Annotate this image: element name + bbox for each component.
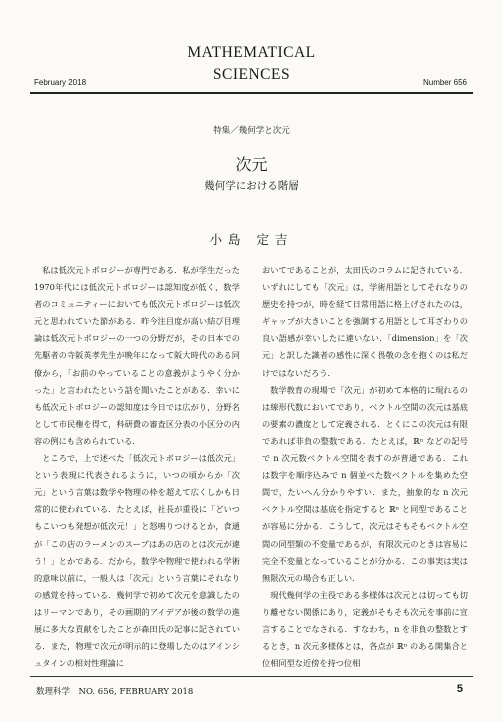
series-label: 特集／幾何学と次元 [213, 126, 290, 136]
masthead-rule [30, 92, 473, 94]
masthead [0, 0, 503, 92]
footer-journal: 数理科学 NO. 656, FEBRUARY 2018 [36, 687, 194, 697]
magazine-title-line2: SCIENCES [212, 66, 291, 83]
paragraph: 数学教育の現場で「次元」が初めて本格的に現れるのは線形代数においてであり，ベクトル空間の次元は基底の要素の濃度として定義される．とくにこの次元は有限であれば非負の整数である．たとえば，ℝⁿ などの記号で n 次元数ベクトル空間を表すのが普通である．これは数字を順序込みで n 個並べた数ベクトルを集めた空間で，たいへん分かりやすい．また，抽象的な n 次元ベクトル空間は基底を指定すると ℝⁿ と同型であることが容易に分かる．こうして，次元はそもそもベクトル空間の同型類の不変量であるが，有限次元のときは容易に完全不変量となっていることが分かる．この事実は実は無限次元の場合も正しい． [262, 384, 468, 583]
page-number: 5 [456, 683, 463, 695]
left-column [34, 262, 240, 672]
magazine-title: MATHEMATICAL [187, 44, 316, 61]
author-name: 小島 定吉 [209, 232, 294, 247]
article-title: 次元 [235, 155, 268, 174]
paragraph: 私は低次元トポロジーが専門である．私が学生だった1970年代には低次元トポロジーは認知度が低く，数学者のコミュニティーにおいても低次元トポロジーは低次元と思われていた節がある．昨今注目度が高い結び目理論は低次元トポロジーの一つの分野だが，その日本での先駆者の寺阪英孝先生が晩年になって阪大時代のある同僚から，「お前のやっていることの意義がようやく分かった」と言われたという話を聞いたことがある．幸いにも低次元トポロジーの認知度は今日では広がり，分野名として市民権を得て，科研費の審査区分表の小区分の内容の例にも含められている． [34, 265, 240, 446]
right-column [262, 262, 468, 672]
paragraph: ところで，上で述べた「低次元トポロジーは低次元」という表現に代表されるように，いつの頃からか「次元」という言葉は数学や物理の枠を超えて広くしかも日常的に使われている．たとえば，社長が重役に「どいつもこいつも発想が低次元！」と怒鳴りつけるとか，食通が「この店のラーメンのスープはあの店のとは次元が違う！」とかである．だから，数学や物理で使われる学術的意味以前に，一般人は「次元」という言葉にそれなりの感覚を持っている．幾何学で初めて次元を意識したのはリーマンであり，その画期的アイデアが後の数学の進展に多大な貢献をしたことが森田氏の記事に記されている．また，物理で次元が明示的に登場したのはアインシュタインの相対性理論に [34, 453, 240, 669]
paragraph: おいてであることが，太田氏のコラムに記されている．いずれにしても「次元」は，学術用語としてそれなりの歴史を持つが，時を経て日常用語に格上げされたのは，ギャップが大きいことを強調する用語として耳ざわりの良い語感が幸いしたに違いない．「dimension」を「次元」と訳した識者の感性に深く畏敬の念を抱くのは私だけではないだろう． [262, 265, 468, 378]
issue-number: Number 656 [422, 78, 467, 87]
issue-date: February 2018 [34, 78, 87, 87]
article-subtitle: 幾何学における階層 [204, 180, 299, 192]
paragraph: 現代幾何学の主役である多様体は次元とは切っても切り離せない関係にあり，定義がそもそも次元を事前に宣言することでなされる．すなわち，n を非負の整数とするとき，n 次元多様体とは，各点が ℝⁿ のある開集合と位相同型な近傍を持つ位相 [262, 589, 468, 669]
footer-rule [30, 676, 473, 677]
